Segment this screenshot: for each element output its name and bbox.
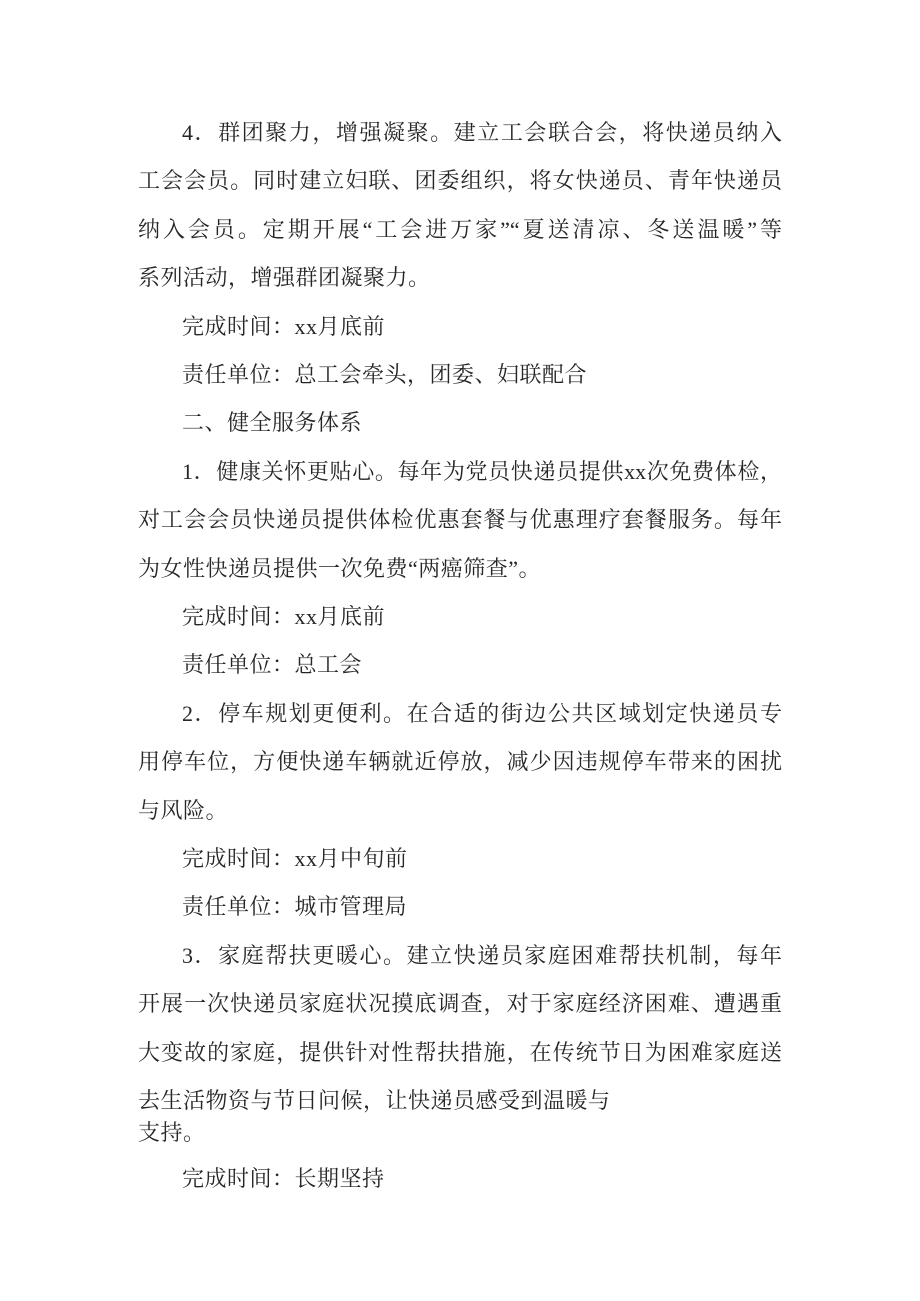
completion-time-line: 完成时间：xx月中旬前 xyxy=(182,846,408,871)
completion-time-line: 完成时间：长期坚持 xyxy=(182,1166,385,1191)
text-line: 开展一次快递员家庭状况摸底调查，对于家庭经济困难、遭遇重 xyxy=(138,991,782,1016)
section-heading: 二、健全服务体系 xyxy=(182,410,363,435)
text-line: 为女性快递员提供一次免费“两癌筛查”。 xyxy=(138,556,542,581)
text-line: 大变故的家庭，提供针对性帮扶措施，在传统节日为困难家庭送 xyxy=(138,1040,782,1065)
responsible-unit-line: 责任单位：总工会 xyxy=(182,652,363,677)
text-line: 对工会会员快递员提供体检优惠套餐与优惠理疗套餐服务。每年 xyxy=(138,507,782,532)
text-line: 2．停车规划更便利。在合适的街边公共区域划定快递员专 xyxy=(182,701,782,726)
responsible-unit-line: 责任单位：城市管理局 xyxy=(182,894,408,919)
text-line: 去生活物资与节日问候，让快递员感受到温暖与 xyxy=(138,1088,611,1113)
text-line: 用停车位，方便快递车辆就近停放，减少因违规停车带来的困扰 xyxy=(138,749,782,774)
text-line: 与风险。 xyxy=(138,798,229,823)
text-line: 工会会员。同时建立妇联、团委组织，将女快递员、青年快递员 xyxy=(138,168,782,193)
completion-time-line: 完成时间：xx月底前 xyxy=(182,604,386,629)
text-line: 4．群团聚力，增强凝聚。建立工会联合会，将快递员纳入 xyxy=(182,120,782,145)
text-line: 支持。 xyxy=(138,1120,206,1145)
completion-time-line: 完成时间：xx月底前 xyxy=(182,314,386,339)
text-line: 系列活动，增强群团凝聚力。 xyxy=(138,265,431,290)
text-line: 1．健康关怀更贴心。每年为党员快递员提供xx次免费体检， xyxy=(182,459,782,484)
text-line: 3．家庭帮扶更暖心。建立快递员家庭困难帮扶机制，每年 xyxy=(182,943,782,968)
responsible-unit-line: 责任单位：总工会牵头，团委、妇联配合 xyxy=(182,362,588,387)
text-line: 纳入会员。定期开展“工会进万家”“夏送清凉、冬送温暖”等 xyxy=(138,217,782,242)
